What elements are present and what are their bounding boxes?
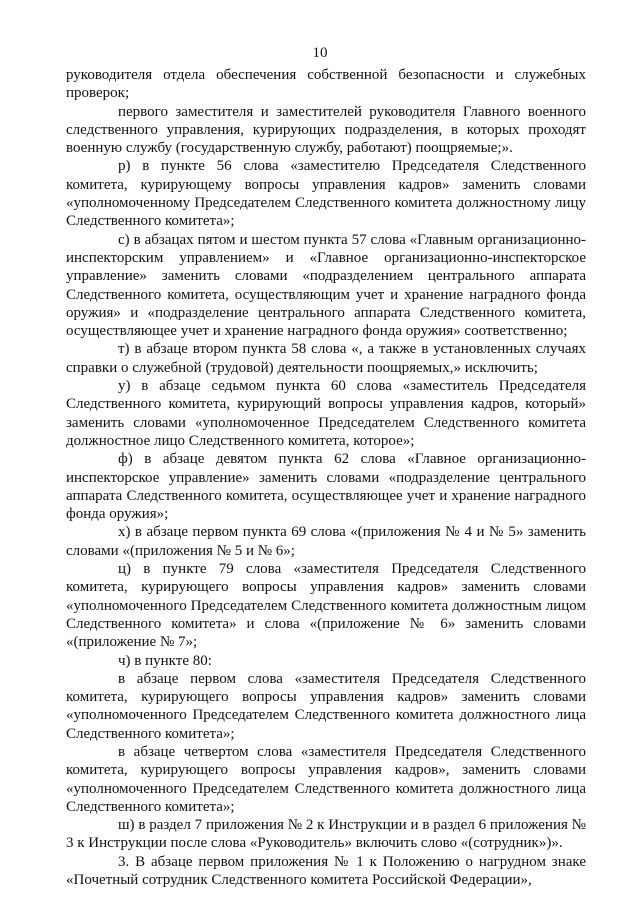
paragraph: х) в абзаце первом пункта 69 слова «(приложения № 4 и № 5» заменить словами «(приложения № 5 и № 6»; [66,524,586,559]
paragraph: ц) в пункте 79 слова «заместителя Председателя Следственного комитета, курирующего вопросы управления кадров» заменить словами «уполномоченного Председателем Следственного комитета должностным лицом Следственного комитета» и слова «(приложение № 6» заменить словами «(приложение № 7»; [66,561,586,651]
paragraph: р) в пункте 56 слова «заместителю Председателя Следственного комитета, курирующему вопросы управления кадров» заменить словами «уполномоченному Председателем Следственного комитета должностному лицу Следственного комитета»; [66,158,586,230]
paragraph: 3. В абзаце первом приложения № 1 к Положению о нагрудном знаке «Почетный сотрудник Следственного комитета Российской Федерации», [66,853,586,889]
page-number: 10 [312,45,328,61]
paragraph: ч) в пункте 80: [118,652,212,669]
paragraph: первого заместителя и заместителей руководителя Главного военного следственного управления, курирующих подразделения, в которых проходят военную службу (государственную службу, работают) поощряемые;». [66,103,586,157]
paragraph: с) в абзацах пятом и шестом пункта 57 слова «Главным организационно-инспекторским управлением» и «Главное организационно-инспекторское управление» заменить словами «подразделением центрального аппарата Следственного комитета, осуществляющим учет и хранение наградного фонда оружия» и «подразделение центрального аппарата Следственного комитета, осуществляющее учет и хранение наградного фонда оружия» соответственно; [66,231,586,340]
paragraph: в абзаце четвертом слова «заместителя Председателя Следственного комитета, курирующего вопросы управления кадров», заменить словами «уполномоченного Председателем Следственного комитета должностного лица Следственного комитета»; [66,743,586,815]
paragraph: т) в абзаце втором пункта 58 слова «, а также в установленных случаях справки о служебной (трудовой) деятельности поощряемых,» исключить; [66,341,586,376]
document-body [66,66,586,889]
paragraph: ф) в абзаце девятом пункта 62 слова «Главное организационно-инспекторское управление» заменить словами «подразделение центрального аппарата Следственного комитета, осуществляющее учет и хранение наградного фонда оружия»; [66,451,586,523]
paragraph: ш) в раздел 7 приложения № 2 к Инструкции и в раздел 6 приложения № 3 к Инструкции после слова «Руководитель» включить слово «(сотрудник»)». [66,817,586,852]
paragraph: в абзаце первом слова «заместителя Председателя Следственного комитета, курирующего вопросы управления кадров» заменить словами «уполномоченного Председателем Следственного комитета должностного лица Следственного комитета»; [66,670,586,742]
paragraph: руководителя отдела обеспечения собственной безопасности и служебных проверок; [66,67,586,102]
paragraph: у) в абзаце седьмом пункта 60 слова «заместитель Председателя Следственного комитета, курирующий вопросы управления кадров, который» заменить словами «уполномоченное Председателем Следственного комитета должностное лицо Следственного комитета, которое»; [66,378,586,449]
